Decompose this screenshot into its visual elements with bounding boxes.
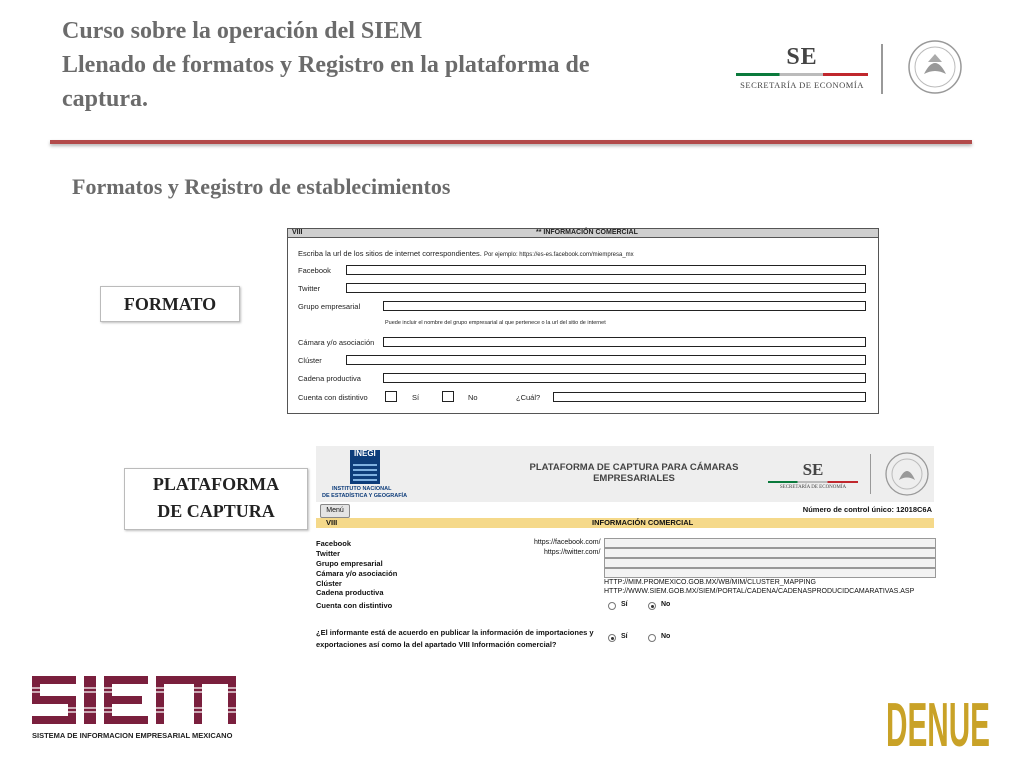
facebook-input[interactable] xyxy=(604,538,936,548)
plataforma-section-number: VIII xyxy=(326,518,338,527)
formato-section-number: VIII xyxy=(292,229,303,236)
inegi-subtitle-2: DE ESTADÍSTICA Y GEOGRAFÍA xyxy=(322,493,408,499)
plataforma-label-line-2: DE CAPTURA xyxy=(157,501,275,521)
formato-grupo-label: Grupo empresarial xyxy=(298,302,361,311)
plataforma-title xyxy=(494,462,774,484)
slide-title xyxy=(62,14,702,116)
formato-twitter-label: Twitter xyxy=(298,284,321,293)
formato-camara-field[interactable] xyxy=(383,337,866,347)
section-subtitle: Formatos y Registro de establecimientos xyxy=(72,174,451,199)
publicar-si-label: Sí xyxy=(621,633,628,640)
twitter-prefix: https://twitter.com/ xyxy=(544,549,601,556)
cluster-label: Clúster xyxy=(316,579,342,588)
question-line-1: ¿El informante está de acuerdo en publicar la información de importaciones y xyxy=(316,628,594,637)
twitter-label: Twitter xyxy=(316,549,341,558)
formato-no-label: No xyxy=(468,393,478,402)
formato-no-checkbox[interactable] xyxy=(442,391,454,402)
se-logo-bar xyxy=(736,73,868,76)
formato-distintivo-label: Cuenta con distintivo xyxy=(298,393,368,402)
formato-cluster-label: Clúster xyxy=(298,356,322,365)
facebook-prefix: https://facebook.com/ xyxy=(534,539,601,546)
distintivo-no-radio[interactable] xyxy=(648,602,656,610)
distintivo-si-label: Sí xyxy=(621,601,628,608)
formato-header xyxy=(288,229,878,238)
publicar-no-label: No xyxy=(661,633,671,640)
cluster-value[interactable]: HTTP://MIM.PROMEXICO.GOB.MX/WB/MIM/CLUSTER_MAPPING xyxy=(604,579,816,586)
logo-divider xyxy=(881,44,883,94)
cadena-value[interactable]: HTTP://WWW.SIEM.GOB.MX/SIEM/PORTAL/CADENA/CADENASPRODUCIDCAMARATIVAS.ASP xyxy=(604,588,915,595)
title-line-3: captura. xyxy=(62,86,148,112)
formato-facebook-label: Facebook xyxy=(298,266,331,275)
formato-camara-label: Cámara y/o asociación xyxy=(298,338,375,347)
formato-example-text: Por ejemplo: https://es-es.facebook.com/miempresa_mx xyxy=(483,252,634,258)
formato-grupo-field[interactable] xyxy=(383,301,866,311)
formato-cadena-field[interactable] xyxy=(383,373,866,383)
denue-logo xyxy=(884,686,992,752)
formato-grupo-note: Puede incluir el nombre del grupo empresarial al que pertenece o la url del sitio de internet xyxy=(385,320,606,326)
grupo-input[interactable] xyxy=(604,558,936,568)
plataforma-se-bar xyxy=(768,481,858,483)
formato-label: FORMATO xyxy=(100,286,240,322)
plataforma-seal-icon xyxy=(882,450,932,498)
se-logo xyxy=(736,44,868,100)
twitter-input[interactable] xyxy=(604,548,936,558)
plataforma-label xyxy=(124,468,308,530)
siem-subtitle: SISTEMA DE INFORMACION EMPRESARIAL MEXICANO xyxy=(32,731,233,740)
plataforma-label-line-1: PLATAFORMA xyxy=(152,474,280,494)
title-line-2: Llenado de formatos y Registro en la plataforma de xyxy=(62,52,590,78)
formato-cadena-label: Cadena productiva xyxy=(298,374,361,383)
formato-facebook-field[interactable] xyxy=(346,265,866,275)
siem-logo xyxy=(30,674,242,744)
distintivo-no-label: No xyxy=(661,601,671,608)
mexico-seal-icon xyxy=(900,38,970,96)
grupo-label: Grupo empresarial xyxy=(316,559,383,568)
inegi-logo-text: INEGI xyxy=(354,449,376,458)
publicar-si-radio[interactable] xyxy=(608,634,616,642)
denue-logo-text: DENUE xyxy=(886,691,990,752)
formato-si-label: Sí xyxy=(412,393,420,402)
plataforma-se-logo xyxy=(768,460,858,490)
se-logo-text: SE xyxy=(786,44,818,70)
formato-cluster-field[interactable] xyxy=(346,355,866,365)
cadena-label: Cadena productiva xyxy=(316,588,384,597)
plataforma-header xyxy=(316,446,934,502)
question-line-2: exportaciones así como la del apartado VIII Información comercial? xyxy=(316,640,557,649)
formato-twitter-field[interactable] xyxy=(346,283,866,293)
plataforma-section-bar xyxy=(316,518,934,528)
menu-button[interactable]: Menú xyxy=(320,504,350,518)
title-line-1: Curso sobre la operación del SIEM xyxy=(62,18,423,44)
control-number: Número de control único: 12018C6A xyxy=(802,505,932,514)
plataforma-section-title: INFORMACIÓN COMERCIAL xyxy=(592,518,694,527)
formato-cual-field[interactable] xyxy=(553,392,866,402)
distintivo-si-radio[interactable] xyxy=(608,602,616,610)
plataforma-se-text: SE xyxy=(802,460,824,479)
plataforma-title-line-2: EMPRESARIALES xyxy=(593,473,675,484)
formato-section-title: ** INFORMACIÓN COMERCIAL xyxy=(536,229,638,236)
camara-input[interactable] xyxy=(604,568,936,578)
header-rule xyxy=(50,140,972,144)
formato-si-checkbox[interactable] xyxy=(385,391,397,402)
plataforma-title-line-1: PLATAFORMA DE CAPTURA PARA CÁMARAS xyxy=(529,462,739,473)
formato-cual-label: ¿Cuál? xyxy=(516,393,541,402)
publicar-no-radio[interactable] xyxy=(648,634,656,642)
inegi-subtitle-1: INSTITUTO NACIONAL xyxy=(332,486,392,492)
se-logo-subtitle: SECRETARÍA DE ECONOMÍA xyxy=(740,80,864,90)
camara-label: Cámara y/o asociación xyxy=(316,569,398,578)
plataforma-se-subtitle: SECRETARÍA DE ECONOMÍA xyxy=(779,485,847,490)
plataforma-screenshot xyxy=(316,446,934,652)
formato-form xyxy=(287,228,879,414)
plataforma-logo-divider xyxy=(870,454,871,494)
formato-instruction-text: Escriba la url de los sitios de internet correspondientes. xyxy=(298,249,482,258)
distintivo-label: Cuenta con distintivo xyxy=(316,601,393,610)
facebook-label: Facebook xyxy=(316,539,352,548)
formato-instruction xyxy=(298,249,634,258)
